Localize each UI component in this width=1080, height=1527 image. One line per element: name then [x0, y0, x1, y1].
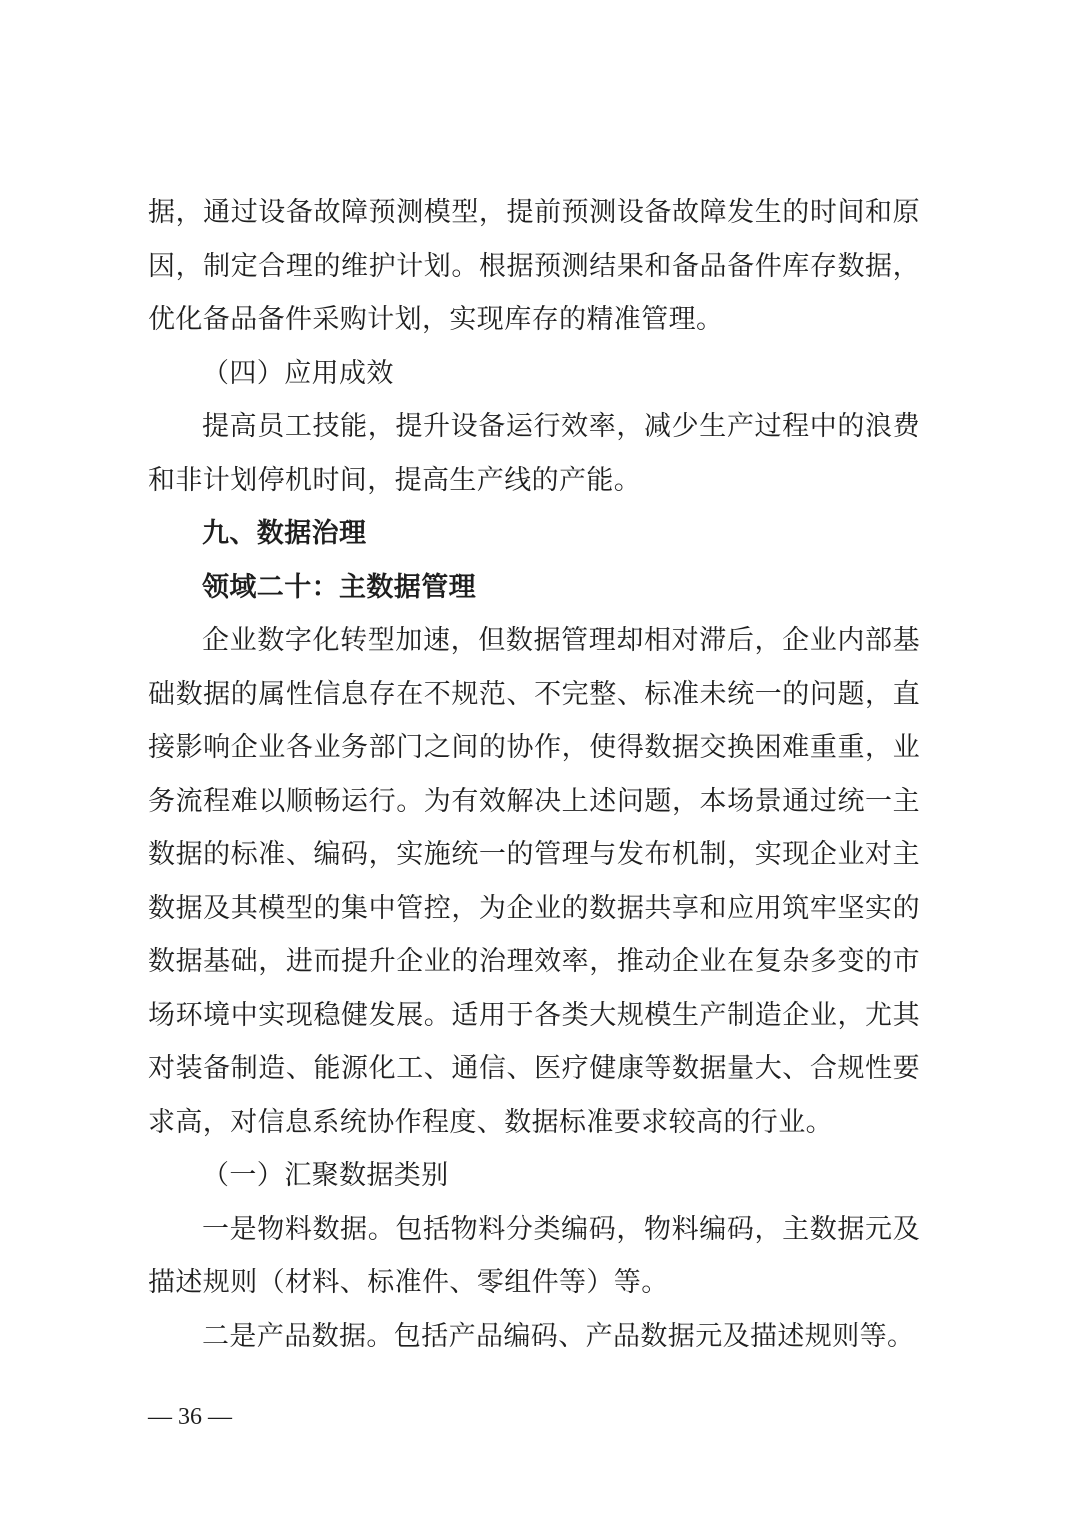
- area-heading-master-data: 领域二十：主数据管理: [202, 571, 476, 603]
- section-heading-data-governance: 九、数据治理: [202, 518, 367, 549]
- paragraph-continued: 据，通过设备故障预测模型，提前预测设备故障发生的时间和原因，制定合理的维护计划。根据预测结果和备品备件库存数据，优化备品备件采购计划，实现库存的精准管理。: [148, 197, 920, 335]
- subheading-data-categories: （一）汇聚数据类别: [202, 1160, 449, 1191]
- paragraph-results: 提高员工技能，提升设备运行效率，减少生产过程中的浪费和非计划停机时间，提高生产线的产能。: [148, 411, 920, 496]
- subheading-application-results: （四）应用成效: [202, 357, 394, 389]
- paragraph-master-data-intro: 企业数字化转型加速，但数据管理却相对滞后，企业内部基础数据的属性信息存在不规范、不完整、标准未统一的问题，直接影响企业各业务部门之间的协作，使得数据交换困难重重，业务流程难以顺畅运行。为有效解决上述问题，本场景通过统一主数据的标准、编码，实施统一的管理与发布机制，实现企业对主数据及其模型的集中管控，为企业的数据共享和应用筑牢坚实的数据基础，进而提升企业的治理效率，推动企业在复杂多变的市场环境中实现稳健发展。适用于各类大规模生产制造企业，尤其对装备制造、能源化工、通信、医疗健康等数据量大、合规性要求高，对信息系统协作程度、数据标准要求较高的行业。: [148, 625, 920, 1138]
- paragraph-material-data: 一是物料数据。包括物料分类编码，物料编码，主数据元及描述规则（材料、标准件、零组件等）等。: [148, 1213, 920, 1298]
- page-number: — 36 —: [148, 1404, 232, 1430]
- paragraph-product-data: 二是产品数据。包括产品编码、产品数据元及描述规则等。: [202, 1320, 915, 1352]
- document-body: [148, 186, 920, 1363]
